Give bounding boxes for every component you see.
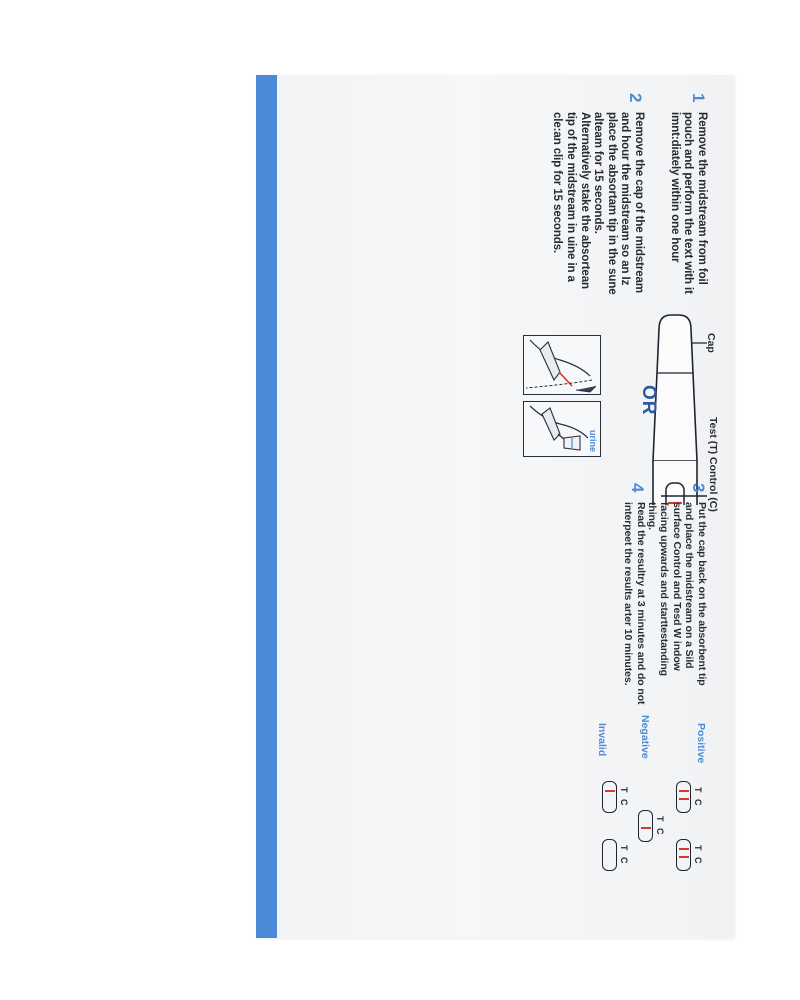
step-1-text: Remove the midstream from foil pouch and perform the text with it imnt:diately within one hour bbox=[668, 112, 708, 294]
negative-label: Negative bbox=[639, 715, 651, 759]
step-3-number: 3 bbox=[689, 483, 708, 493]
instructions-panel bbox=[262, 75, 719, 938]
positive-tc-label-2: T C bbox=[693, 845, 703, 866]
cap-label: Cap bbox=[705, 333, 717, 353]
step-3-text: Put the cap back on the absorbent tip and place the midstream on a Sild surface Control and Tesd W indow facing upwards and starttestanding thing. bbox=[645, 502, 708, 686]
stream-collection-panel bbox=[523, 335, 601, 395]
negative-tc-label: T C bbox=[655, 816, 665, 837]
urine-label: urine bbox=[588, 430, 598, 453]
midstream-cap bbox=[653, 315, 697, 461]
positive-result-cassette-1 bbox=[676, 781, 691, 813]
positive-tc-label-1: T C bbox=[693, 787, 703, 808]
step-2-number: 2 bbox=[626, 93, 645, 103]
control-line-mark bbox=[641, 827, 651, 829]
test-instructions-box bbox=[256, 75, 734, 938]
negative-result-cassette bbox=[638, 810, 653, 842]
positive-label: Positive bbox=[695, 723, 707, 764]
step-2-text: Remove the cap of the midstream and hour the midstream so an Iz place the absortam tip in the sune alteam for 15 seconds. Alternatively stake the absortean tip of the midstream in uine in a cle:an clip for 15 seconds. bbox=[551, 112, 645, 295]
test-line-mark bbox=[679, 848, 689, 850]
invalid-result-cassette-2 bbox=[602, 839, 617, 871]
control-line-mark bbox=[679, 798, 689, 800]
test-control-label: Test (T) Control (C) bbox=[707, 417, 719, 512]
test-line-mark bbox=[605, 790, 615, 792]
invalid-tc-label-2: T C bbox=[619, 845, 629, 866]
invalid-result-cassette-1 bbox=[602, 781, 617, 813]
step-4-text: Read the resultry at 3 minutes and do not interpeet the results arter 10 minutes. bbox=[622, 502, 647, 705]
test-line-mark bbox=[679, 790, 689, 792]
or-text: OR bbox=[638, 385, 659, 416]
control-line-mark bbox=[679, 856, 689, 858]
positive-result-cassette-2 bbox=[676, 839, 691, 871]
invalid-label: Invalid bbox=[596, 723, 608, 757]
step-1-number: 1 bbox=[689, 93, 708, 103]
cup-collection-panel bbox=[523, 401, 601, 457]
invalid-tc-label-1: T C bbox=[619, 787, 629, 808]
step-4-number: 4 bbox=[628, 483, 647, 493]
